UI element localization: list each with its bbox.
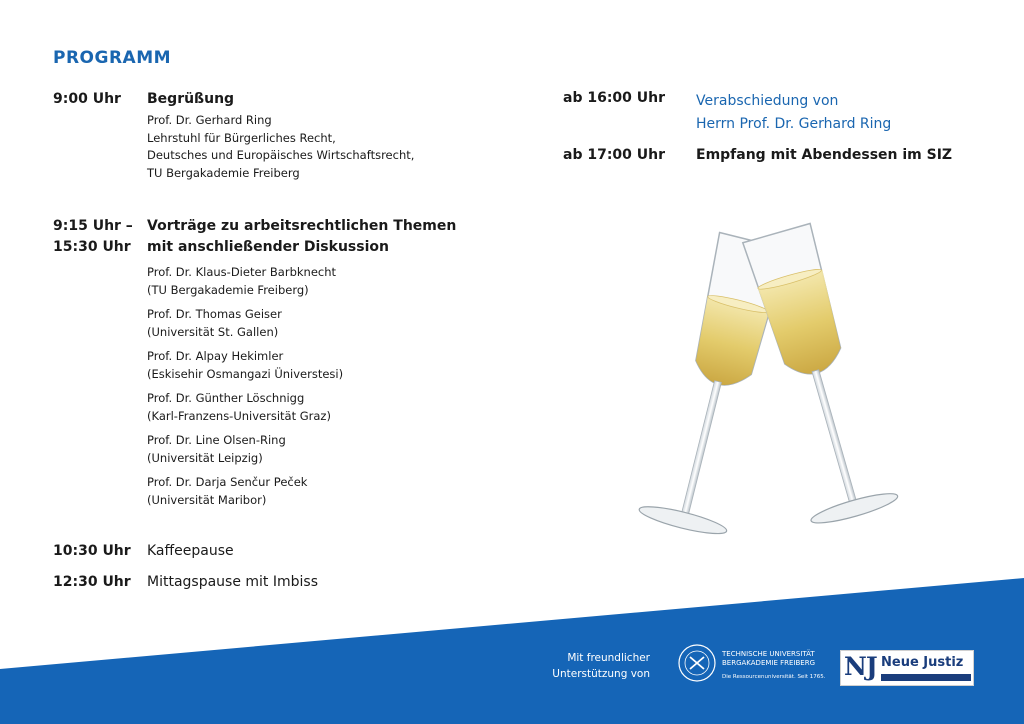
lunch-time: 12:30 Uhr [53,574,131,590]
page-title: PROGRAMM [53,48,172,68]
speaker-affiliation: (Karl-Franzens-Universität Graz) [147,408,331,423]
speaker-name: Prof. Dr. Line Olsen-Ring [147,433,286,447]
speaker-name: Prof. Dr. Klaus-Dieter Barbknecht [147,265,337,279]
coffee-time: 10:30 Uhr [53,543,131,559]
talks-title-line: Vorträge zu arbeitsrechtlichen Themen [147,218,457,234]
coffee-title: Kaffeepause [147,543,234,559]
speaker-name: Prof. Dr. Darja Senčur Peček [147,475,308,489]
sponsor-note [548,650,650,682]
sponsor-note-line: Mit freundlicher [567,652,650,664]
greeting-time: 9:00 Uhr [53,91,121,107]
reception-title: Empfang mit Abendessen im SIZ [696,147,953,163]
tu-logo-tagline: Die Ressourcenuniversität. Seit 1765. [722,674,826,680]
farewell-title-line: Verabschiedung von [696,93,839,109]
nj-tagline-bar [881,674,971,681]
talks-title-line: mit anschließender Diskussion [147,239,389,255]
greeting-detail-line: TU Bergakademie Freiberg [147,165,300,180]
speaker-affiliation: (TU Bergakademie Freiberg) [147,282,309,297]
tu-seal-icon [676,642,718,684]
sponsor-note-line: Unterstützung von [552,668,650,680]
speaker-affiliation: (Universität St. Gallen) [147,324,279,339]
greeting-detail-line: Prof. Dr. Gerhard Ring [147,113,272,127]
greeting-detail-line: Lehrstuhl für Bürgerliches Recht, [147,130,336,145]
speaker-name: Prof. Dr. Thomas Geiser [147,307,282,321]
speaker-affiliation: (Universität Leipzig) [147,450,263,465]
speaker-name: Prof. Dr. Alpay Hekimler [147,349,284,363]
talks-time-start: 9:15 Uhr – [53,218,133,234]
greeting-detail-line: Deutsches und Europäisches Wirtschaftsrecht, [147,148,415,162]
tu-freiberg-logo [676,642,826,688]
reception-time: ab 17:00 Uhr [563,147,666,163]
farewell-time: ab 16:00 Uhr [563,90,666,106]
speaker-affiliation: (Eskisehir Osmangazi Üniverstesi) [147,366,344,381]
farewell-title-line: Herrn Prof. Dr. Gerhard Ring [696,116,892,132]
talks-time-end: 15:30 Uhr [53,239,131,255]
nj-mark: NJ [844,652,877,681]
speaker-name: Prof. Dr. Günther Löschnigg [147,391,305,405]
tu-logo-line: BERGAKADEMIE FREIBERG [722,659,816,667]
neue-justiz-logo [840,650,974,686]
tu-logo-line: TECHNISCHE UNIVERSITÄT [722,650,815,658]
nj-name: Neue Justiz [881,655,964,670]
lunch-title: Mittagspause mit Imbiss [147,574,319,590]
greeting-title: Begrüßung [147,91,235,107]
speaker-affiliation: (Universität Maribor) [147,492,267,507]
